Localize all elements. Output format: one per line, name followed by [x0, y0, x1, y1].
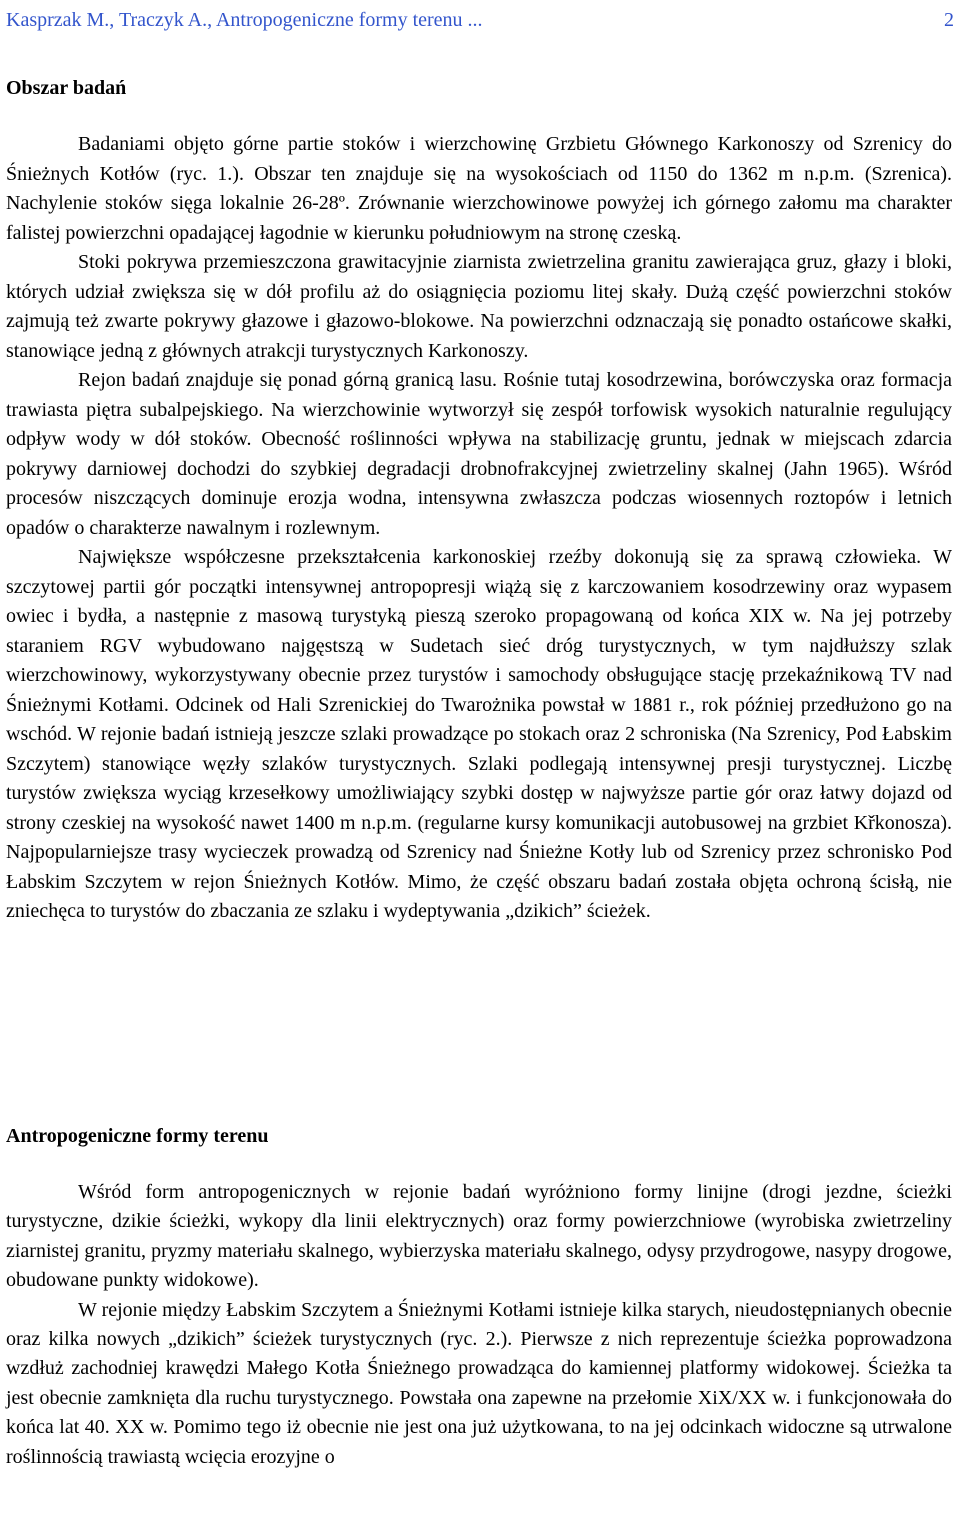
section-heading-study-area: Obszar badań [6, 77, 127, 99]
paragraph: Wśród form antropogenicznych w rejonie badań wyróżniono formy linijne (drogi jezdne, ścieżki turystyczne, dzikie ścieżki, wykopy dla linii elektrycznych) oraz formy powierzchniowe (wyrobiska zwietrzeliny ziarnistej granitu, pryzmy materiału skalnego, wybierzyska materiału skalnego, odysy przydrogowe, nasypy drogowe, obudowane punkty widokowe). [6, 1181, 952, 1292]
landforms-body [6, 1178, 952, 1472]
section-heading-landforms: Antropogeniczne formy terenu [6, 1125, 269, 1147]
paragraph: W rejonie między Łabskim Szczytem a Śnieżnymi Kotłami istnieje kilka starych, nieudostępnianych obecnie oraz kilka nowych „dzikich” ścieżek turystycznych (ryc. 2.). Pierwsze z nich reprezentuje ścieżka poprowadzona wzdłuż zachodniej krawędzi Małego Kotła Śnieżnego prowadząca do kamiennej platformy widokowej. Ścieżka ta jest obecnie zamknięta dla ruchu turystycznego. Powstała ona zapewne na przełomie XiX/XX w. i funkcjonowała do końca lat 40. XX w. Pomimo tego iż obecnie nie jest ona już użytkowana, to na jej odcinkach widoczne są utrwalone roślinnością trawiastą wcięcia erozyjne o [6, 1298, 952, 1468]
paragraph: Rejon badań znajduje się ponad górną granicą lasu. Rośnie tutaj kosodrzewina, borówczyska oraz formacja trawiasta piętra subalpejskiego. Na wierzchowinie wytworzył się zespół torfowisk wysokich naturalnie regulujący odpływ wody w dół stoków. Obecność roślinności wpływa na stabilizację gruntu, jednak w miejscach zdarcia pokrywy darniowej dochodzi do szybkiej degradacji drobnofrakcyjnej zwietrzeliny skalnej (Jahn 1965). Wśród procesów niszczących dominuje erozja wodna, intensywna zwłaszcza podczas wiosennych roztopów i letnich opadów o charakterze nawalnym i rozlewnym. [6, 369, 952, 539]
study-area-body [6, 130, 952, 927]
running-header [6, 2, 954, 38]
paragraph: Badaniami objęto górne partie stoków i wierzchowinę Grzbietu Głównego Karkonoszy od Szrenicy do Śnieżnych Kotłów (ryc. 1.). Obszar ten znajduje się na wysokościach od 1150 do 1362 m n.p.m. (Szrenica). Nachylenie stoków sięga lokalnie 26-28º. Zrównanie wierzchowinowe powyżej ich górnego załomu ma charakter falistej powierzchni opadającej łagodnie w kierunku południowym na stronę czeską. [6, 133, 952, 244]
paragraph: Stoki pokrywa przemieszczona grawitacyjnie ziarnista zwietrzelina granitu zawierająca gruz, głazy i bloki, których udział zwiększa się w dół profilu aż do osiągnięcia poziomu litej skały. Dużą część powierzchni stoków zajmują też zwarte pokrywy głazowe i głazowo-blokowe. Na powierzchni odznaczają się ponadto ostańcowe skałki, stanowiące jedną z głównych atrakcji turystycznych Karkonoszy. [6, 251, 952, 362]
page-number: 2 [944, 9, 954, 31]
paragraph: Największe współczesne przekształcenia karkonoskiej rzeźby dokonują się za sprawą człowieka. W szczytowej partii gór początki intensywnej antropopresji wiążą się z karczowaniem kosodrzewiny oraz wypasem owiec i bydła, a następnie z masową turystyką pieszą szeroko propagowaną od końca XIX w. Na jej potrzeby staraniem RGV wybudowano najgęstszą w Sudetach sieć dróg turystycznych, w tym najdłuższy szlak wierzchowinowy, wykorzystywany obecnie przez turystów i samochody obsługujące stację przekaźnikową TV nad Śnieżnymi Kotłami. Odcinek od Hali Szrenickiej do Twarożnika powstał w 1881 r., rok później przedłużono go na wschód. W rejonie badań istnieją jeszcze szlaki prowadzące po stokach oraz 2 schroniska (Na Szrenicy, Pod Łabskim Szczytem) stanowiące węzły szlaków turystycznych. Szlaki podlegają intensywnej presji turystycznej. Liczbę turystów zwiększa wyciąg krzesełkowy umożliwiający szybki dostęp w najwyższe partie gór oraz łatwy dojazd od strony czeskiej na wysokość nawet 1400 m n.p.m. (regularne kursy komunikacji autobusowej na grzbiet Křkonosza). Najpopularniejsze trasy wycieczek prowadzą od Szrenicy nad Śnieżne Kotły lub od Szrenicy przez schronisko Pod Łabskim Szczytem w rejon Śnieżnych Kotłów. Mimo, że część obszaru badań została objęta ochroną ścisłą, nie zniechęca to turystów do zbaczania ze szlaku i wydeptywania „dzikich” ścieżek. [6, 546, 952, 922]
header-authors-title: Kasprzak M., Traczyk A., Antropogeniczne formy terenu ... [6, 9, 483, 31]
